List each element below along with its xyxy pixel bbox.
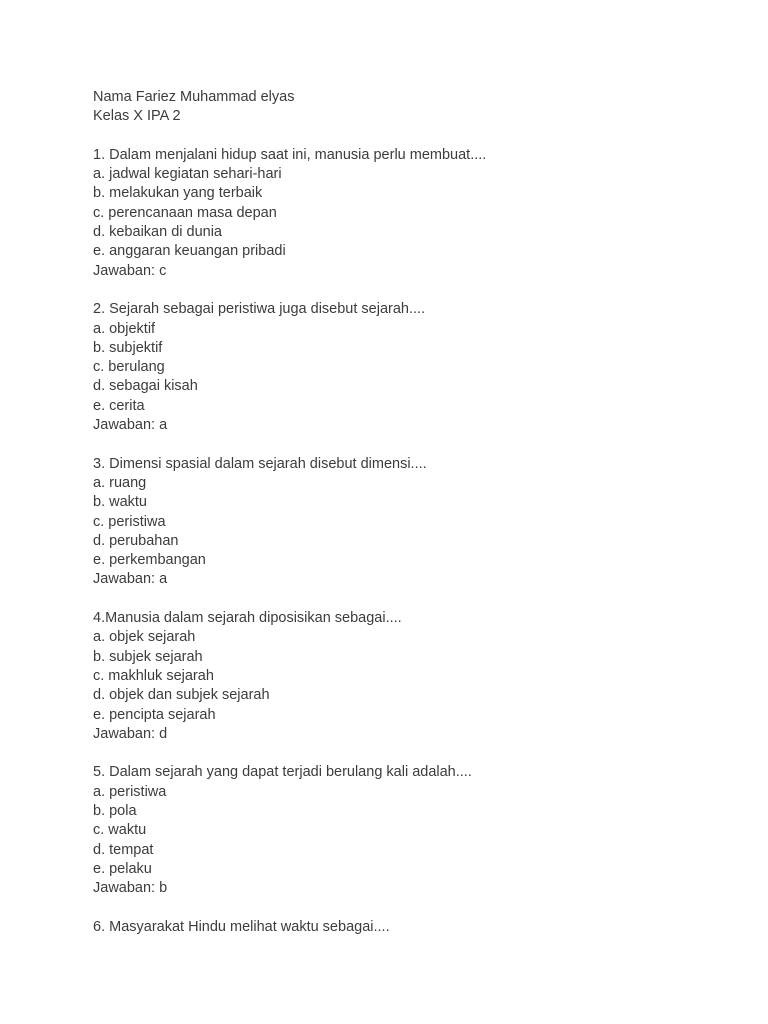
option-c: c. perencanaan masa depan — [93, 204, 277, 221]
option-a: a. peristiwa — [93, 783, 167, 800]
student-name: Nama Fariez Muhammad elyas — [93, 89, 295, 105]
question-text: 5. Dalam sejarah yang dapat terjadi berulang kali adalah.... — [93, 764, 472, 781]
question-block-3 — [93, 455, 733, 590]
question-block-2 — [93, 300, 733, 435]
answer-text: Jawaban: d — [93, 725, 168, 742]
question-block-5 — [93, 763, 733, 898]
option-b: b. subjektif — [93, 339, 163, 356]
student-class: Kelas X IPA 2 — [93, 108, 181, 125]
option-b: b. melakukan yang terbaik — [93, 185, 263, 202]
option-e: e. cerita — [93, 397, 145, 414]
option-c: c. waktu — [93, 822, 147, 839]
option-e: e. pencipta sejarah — [93, 706, 216, 723]
document-page — [93, 88, 733, 956]
option-d: d. tempat — [93, 841, 154, 858]
answer-text: Jawaban: c — [93, 262, 167, 279]
answer-text: Jawaban: a — [93, 571, 168, 588]
answer-text: Jawaban: b — [93, 880, 168, 897]
question-text: 3. Dimensi spasial dalam sejarah disebut dimensi.... — [93, 455, 427, 472]
question-block-6 — [93, 918, 733, 937]
option-d: d. kebaikan di dunia — [93, 224, 222, 241]
option-e: e. anggaran keuangan pribadi — [93, 243, 286, 260]
question-text: 1. Dalam menjalani hidup saat ini, manusia perlu membuat.... — [93, 146, 487, 163]
option-a: a. ruang — [93, 474, 147, 491]
student-header — [93, 88, 733, 127]
option-a: a. objek sejarah — [93, 629, 196, 646]
option-b: b. subjek sejarah — [93, 648, 203, 665]
option-b: b. waktu — [93, 494, 147, 511]
question-text: 2. Sejarah sebagai peristiwa juga disebut sejarah.... — [93, 301, 426, 318]
option-e: e. perkembangan — [93, 552, 206, 569]
option-d: d. sebagai kisah — [93, 378, 198, 395]
option-d: d. objek dan subjek sejarah — [93, 687, 270, 704]
option-b: b. pola — [93, 802, 137, 819]
question-block-1 — [93, 146, 733, 281]
question-text: 6. Masyarakat Hindu melihat waktu sebagai.... — [93, 918, 390, 935]
option-c: c. berulang — [93, 359, 165, 376]
option-a: a. jadwal kegiatan sehari-hari — [93, 166, 282, 183]
option-c: c. peristiwa — [93, 513, 166, 530]
question-text: 4.Manusia dalam sejarah diposisikan sebagai.... — [93, 610, 402, 627]
option-d: d. perubahan — [93, 532, 179, 549]
question-block-4 — [93, 609, 733, 744]
option-c: c. makhluk sejarah — [93, 667, 214, 684]
option-a: a. objektif — [93, 320, 156, 337]
option-e: e. pelaku — [93, 860, 152, 877]
answer-text: Jawaban: a — [93, 417, 168, 434]
